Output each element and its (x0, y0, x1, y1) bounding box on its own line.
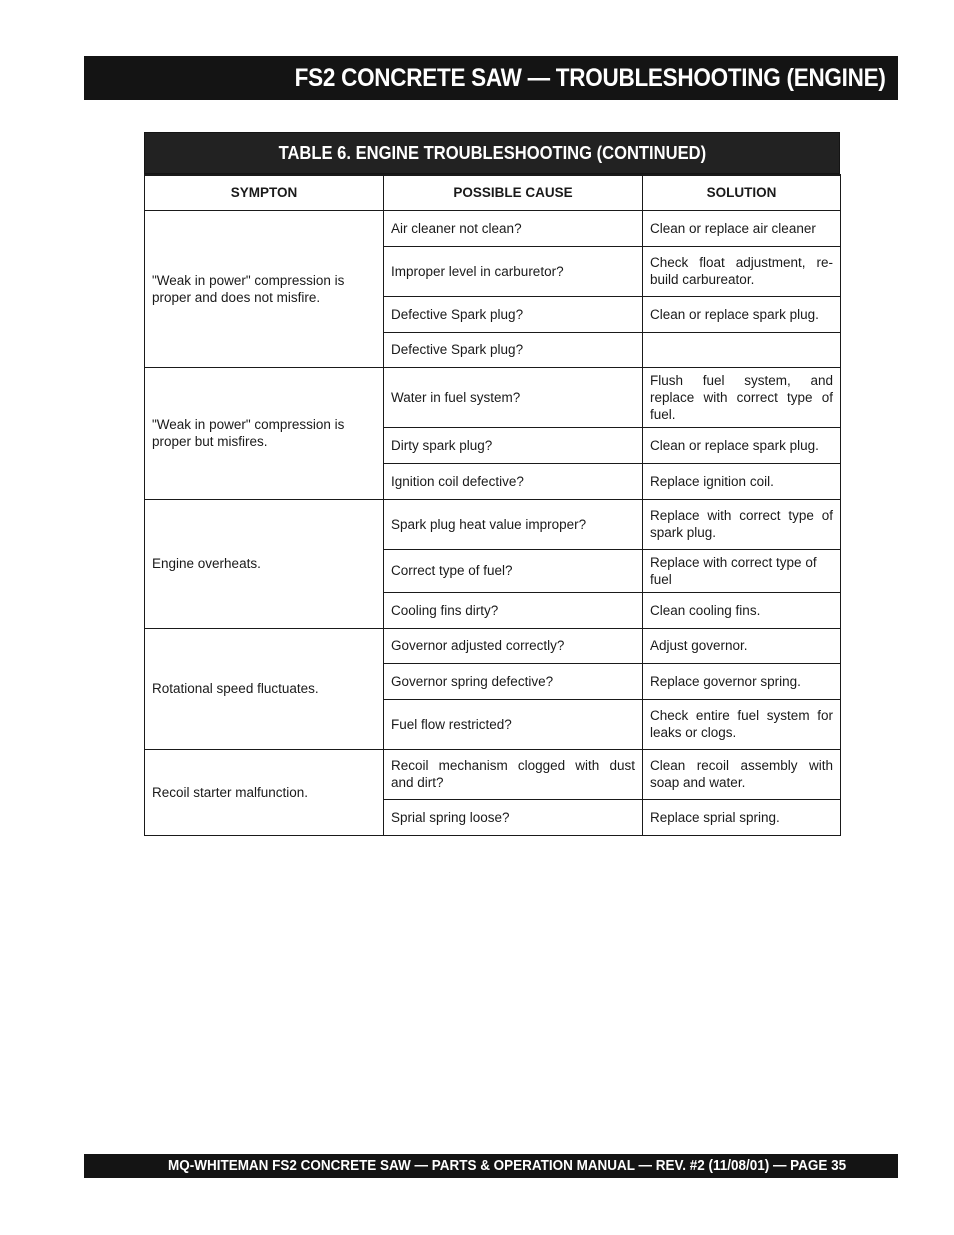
troubleshooting-table-section (144, 132, 840, 836)
table-caption (144, 132, 840, 174)
cause-cell: Sprial spring loose? (384, 799, 643, 835)
table-row (145, 749, 841, 799)
cause-cell: Improper level in carburetor? (384, 246, 643, 296)
table-caption-text: TABLE 6. ENGINE TROUBLESHOOTING (CONTINUED) (278, 142, 706, 163)
solution-cell: Replace sprial spring. (643, 799, 841, 835)
solution-cell: Replace ignition coil. (643, 463, 841, 499)
page-footer (84, 1154, 898, 1178)
symptom-cell: Recoil starter malfunction. (145, 749, 384, 835)
footer-text: MQ-WHITEMAN FS2 CONCRETE SAW — PARTS & OPERATION MANUAL — REV. #2 (11/08/01) — PAGE 35 (167, 1158, 846, 1174)
cause-cell: Correct type of fuel? (384, 549, 643, 592)
cause-cell: Defective Spark plug? (384, 296, 643, 332)
solution-cell: Replace with correct type of fuel (643, 549, 841, 592)
symptom-cell: "Weak in power" compression is proper and does not misfire. (145, 210, 384, 367)
cause-cell: Defective Spark plug? (384, 332, 643, 367)
table-row (145, 367, 841, 427)
cause-cell: Spark plug heat value improper? (384, 499, 643, 549)
solution-cell: Replace with correct type of spark plug. (643, 499, 841, 549)
page-header (84, 56, 898, 100)
table-header-row (145, 175, 841, 210)
solution-cell: Flush fuel system, and replace with correct type of fuel. (643, 367, 841, 427)
cause-cell: Fuel flow restricted? (384, 699, 643, 749)
solution-cell: Check float adjustment, re-build carbureator. (643, 246, 841, 296)
troubleshooting-table (144, 174, 841, 836)
page-title: FS2 CONCRETE SAW — TROUBLESHOOTING (ENGINE) (295, 63, 886, 92)
table-row (145, 210, 841, 246)
symptom-cell: Rotational speed fluctuates. (145, 628, 384, 749)
column-header-cause: POSSIBLE CAUSE (384, 175, 643, 210)
table-row (145, 499, 841, 549)
table-row (145, 628, 841, 663)
solution-cell: Clean or replace spark plug. (643, 427, 841, 463)
cause-cell: Recoil mechanism clogged with dust and dirt? (384, 749, 643, 799)
solution-cell: Clean or replace air cleaner (643, 210, 841, 246)
cause-cell: Air cleaner not clean? (384, 210, 643, 246)
cause-cell: Governor adjusted correctly? (384, 628, 643, 663)
solution-cell: Adjust governor. (643, 628, 841, 663)
cause-cell: Water in fuel system? (384, 367, 643, 427)
solution-cell: Check entire fuel system for leaks or clogs. (643, 699, 841, 749)
cause-cell: Cooling fins dirty? (384, 592, 643, 628)
cause-cell: Governor spring defective? (384, 663, 643, 699)
solution-cell: Clean or replace spark plug. (643, 296, 841, 332)
cause-cell: Ignition coil defective? (384, 463, 643, 499)
solution-cell (643, 332, 841, 367)
column-header-symptom: SYMPTON (145, 175, 384, 210)
solution-cell: Clean cooling fins. (643, 592, 841, 628)
solution-cell: Replace governor spring. (643, 663, 841, 699)
symptom-cell: "Weak in power" compression is proper but misfires. (145, 367, 384, 499)
symptom-cell: Engine overheats. (145, 499, 384, 628)
solution-cell: Clean recoil assembly with soap and water. (643, 749, 841, 799)
column-header-solution: SOLUTION (643, 175, 841, 210)
cause-cell: Dirty spark plug? (384, 427, 643, 463)
